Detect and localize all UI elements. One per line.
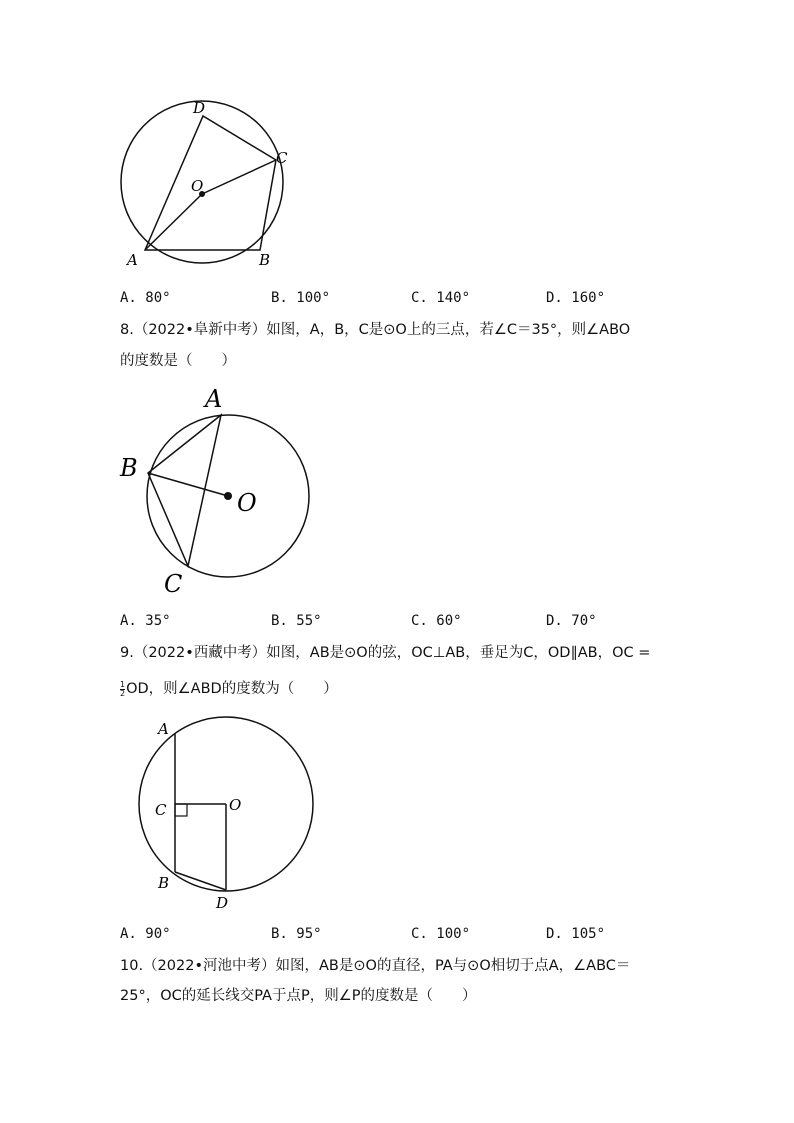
- label-c: C: [155, 801, 167, 819]
- q7-option-b: B. 100°: [271, 290, 331, 306]
- label-a: A: [158, 720, 169, 738]
- label-a: A: [127, 251, 138, 269]
- right-angle-mark: [175, 804, 187, 816]
- q9-question-line-2-text: OD，则∠ABD的度数为（ ）: [126, 681, 338, 697]
- q10-question-line-1: 10.（2022•河池中考）如图，AB是⊙O的直径，PA与⊙O相切于点A，∠ABC＝: [120, 958, 631, 974]
- q9-question-line-1: 9.（2022•西藏中考）如图，AB是⊙O的弦，OC⊥AB，垂足为C，OD∥AB，OC =: [120, 645, 651, 661]
- q8-option-c: C. 60°: [411, 613, 462, 629]
- q8-option-a: A. 35°: [120, 613, 171, 629]
- q9-option-c: C. 100°: [411, 926, 471, 942]
- label-d: D: [193, 99, 206, 117]
- label-b: B: [120, 454, 138, 482]
- label-a: A: [205, 385, 223, 413]
- q9-option-b: B. 95°: [271, 926, 322, 942]
- label-b: B: [259, 251, 271, 269]
- label-d: D: [216, 894, 229, 912]
- label-b: B: [158, 874, 170, 892]
- q8-option-b: B. 55°: [271, 613, 322, 629]
- q7-option-c: C. 140°: [411, 290, 471, 306]
- q9-option-d: D. 105°: [546, 926, 606, 942]
- label-c: C: [164, 570, 183, 598]
- q8-option-d: D. 70°: [546, 613, 597, 629]
- q7-option-d: D. 160°: [546, 290, 606, 306]
- label-c: C: [276, 149, 288, 167]
- q10-question-line-2: 25°，OC的延长线交PA于点P，则∠P的度数是（ ）: [120, 988, 477, 1004]
- q7-option-a: A. 80°: [120, 290, 171, 306]
- fraction-numerator: 1: [120, 679, 126, 689]
- q9-option-a: A. 90°: [120, 926, 171, 942]
- q8-question-line-1: 8.（2022•阜新中考）如图，A，B，C是⊙O上的三点，若∠C＝35°，则∠ABO: [120, 322, 631, 338]
- label-o: O: [191, 177, 204, 195]
- label-o: O: [229, 796, 242, 814]
- fraction-denominator: 2: [120, 688, 126, 698]
- q8-question-line-2: 的度数是（ ）: [120, 353, 236, 369]
- label-o: O: [237, 489, 257, 517]
